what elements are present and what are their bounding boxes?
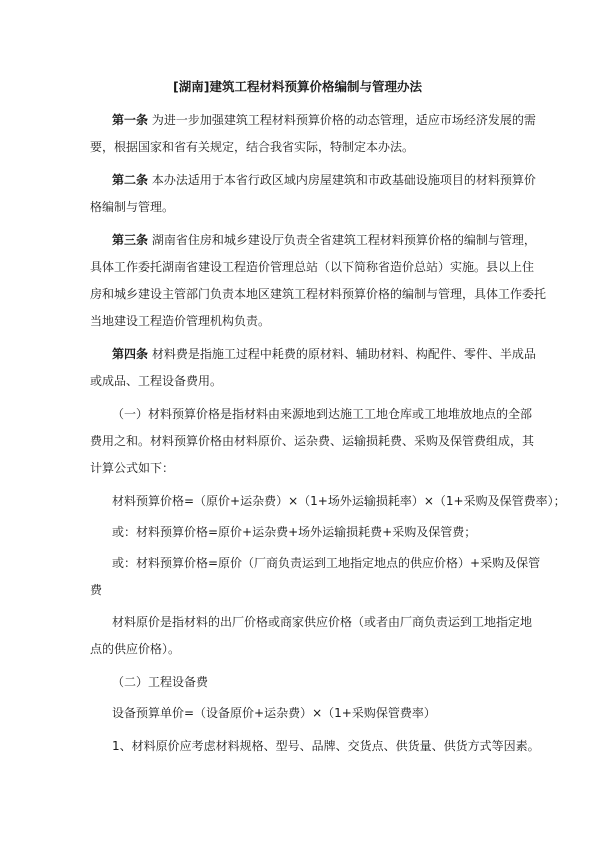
- document-title: [湖南]建筑工程材料预算价格编制与管理办法: [173, 79, 422, 94]
- original-price-line-1: 材料原价是指材料的出厂价格或商家供应价格（或者由厂商负责运到工地指定地: [112, 615, 533, 629]
- formula-3-line-2: 费: [90, 583, 103, 597]
- section-1-line-3: 计算公式如下：: [90, 461, 175, 475]
- article-3-line-4: 当地建设工程造价管理机构负责。: [90, 314, 271, 328]
- article-4-line-2: 或成品、工程设备费用。: [90, 374, 223, 388]
- article-1-keyword: 第一条: [112, 113, 149, 127]
- article-2-text: 本办法适用于本省行政区域内房屋建筑和市政基础设施项目的材料预算价: [151, 173, 536, 187]
- article-2-keyword: 第二条: [112, 173, 149, 187]
- article-2-line-2: 格编制与管理。: [90, 200, 175, 214]
- original-price-line-2: 点的供应价格）。: [90, 642, 181, 656]
- item-1: 1、材料原价应考虑材料规格、型号、品牌、交货点、供货量、供货方式等因素。: [112, 739, 540, 753]
- article-4-text: 材料费是指施工过程中耗费的原材料、辅助材料、构配件、零件、半成品: [151, 347, 536, 361]
- article-4-line-1: [112, 346, 536, 362]
- article-1-line-1: [112, 112, 536, 128]
- article-3-line-2: 具体工作委托湖南省建设工程造价管理总站（以下简称省造价总站）实施。县以上住: [90, 260, 535, 274]
- formula-3-line-1: 或：材料预算价格=原价（厂商负责运到工地指定地点的供应价格）+采购及保管: [112, 556, 541, 570]
- section-2-heading: （二）工程设备费: [112, 675, 209, 689]
- article-3-keyword: 第三条: [112, 233, 149, 247]
- formula-1: 材料预算价格=（原价+运杂费）×（1+场外运输损耗率）×（1+采购及保管费率）；: [112, 494, 566, 508]
- article-2-line-1: [112, 172, 536, 188]
- article-3-line-1: [112, 232, 536, 248]
- formula-4: 设备预算单价=（设备原价+运杂费）×（1+采购保管费率）: [112, 706, 436, 720]
- article-1-line-2: 要，根据国家和省有关规定，结合我省实际，特制定本办法。: [90, 140, 415, 154]
- article-1-text: 为进一步加强建筑工程材料预算价格的动态管理，适应市场经济发展的需: [151, 113, 536, 127]
- section-1-line-1: （一）材料预算价格是指材料由来源地到达施工工地仓库或工地堆放地点的全部: [112, 407, 533, 421]
- section-1-line-2: 费用之和。材料预算价格由材料原价、运杂费、运输损耗费、采购及保管费组成，其: [90, 434, 535, 448]
- article-3-text: 湖南省住房和城乡建设厅负责全省建筑工程材料预算价格的编制与管理，: [151, 233, 536, 247]
- article-4-keyword: 第四条: [112, 347, 149, 361]
- article-3-line-3: 房和城乡建设主管部门负责本地区建筑工程材料预算价格的编制与管理，具体工作委托: [90, 287, 547, 301]
- formula-2: 或：材料预算价格=原价+运杂费+场外运输损耗费+采购及保管费；: [112, 525, 477, 539]
